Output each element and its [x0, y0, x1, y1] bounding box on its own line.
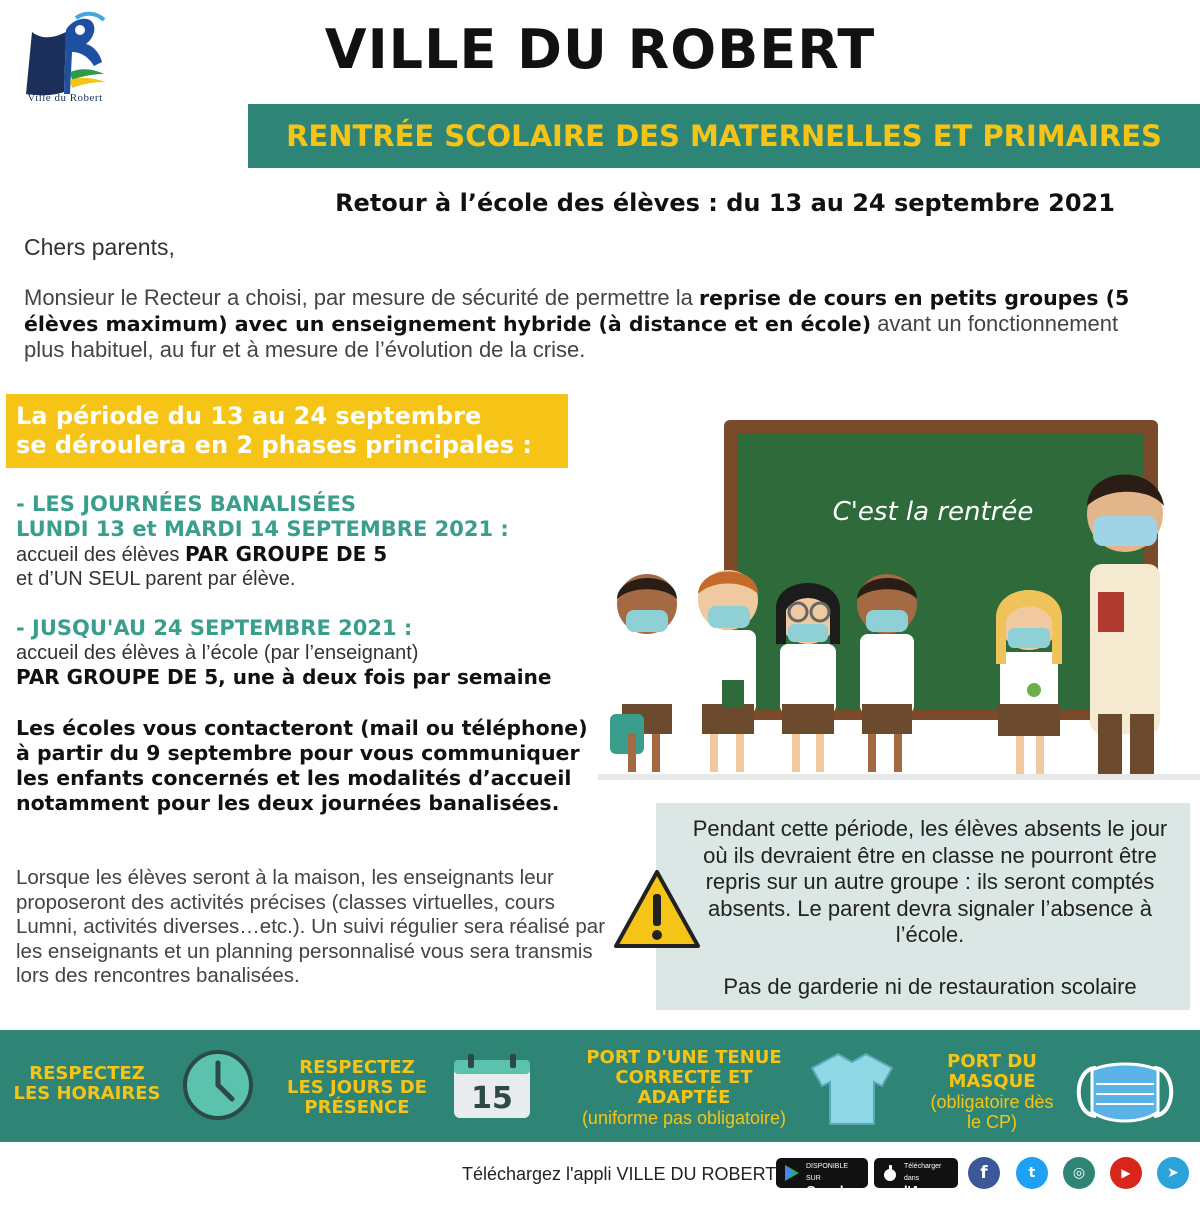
period-line-1: La période du 13 au 24 septembre [16, 402, 482, 430]
intro-paragraph [24, 285, 1144, 363]
telegram-icon[interactable]: ➤ [1157, 1157, 1189, 1189]
apple-icon [881, 1164, 899, 1182]
footer-item-dress-sub: (uniforme pas obligatoire) [581, 1108, 787, 1128]
facebook-icon[interactable]: f [968, 1157, 1000, 1189]
calendar-icon [452, 1052, 532, 1120]
phase-1-text-c: et d’UN SEUL parent par élève. [16, 568, 296, 590]
phase-1-text [16, 542, 596, 567]
intro-text-start: Monsieur le Recteur a choisi, par mesure de sécurité de permettre la [24, 285, 699, 310]
home-activities-text: Lorsque les élèves seront à la maison, les enseignants leur proposeront des activités précises (classes virtuelles, cours Lumni, activités diverses…etc.). Un suivi régulier sera réalisé par les enseignants et un planning personnalisé vous sera transmis lors des rencontres banalisées. [16, 866, 606, 987]
absence-info-text: Pendant cette période, les élèves absents le jour où ils devraient être en classe ne pourront être repris sur un autre groupe : ils seront comptés absents. Le parent devra signaler l’absence à l’école. [692, 816, 1168, 947]
subtitle-banner [248, 104, 1200, 168]
footer-item-dress: PORT D'UNE TENUE CORRECTE ET ADAPTÉE [586, 1047, 782, 1108]
footer-item-days: RESPECTEZ LES JOURS DE PRÉSENCE [287, 1057, 427, 1118]
youtube-icon[interactable]: ▶ [1110, 1157, 1142, 1189]
download-app-text: Téléchargez l'appli VILLE DU ROBERT [462, 1164, 777, 1184]
return-date-line: Retour à l’école des élèves : du 13 au 24 septembre 2021 [335, 189, 1115, 217]
phase-2-text-b [16, 665, 616, 690]
logo-caption: Ville du Robert [27, 92, 103, 104]
footer-item-mask: PORT DU MASQUE [947, 1051, 1037, 1092]
calendar-day-number: 15 [471, 1081, 513, 1116]
google-play-label: Google Play [806, 1183, 851, 1210]
tshirt-icon [810, 1050, 894, 1126]
phase-1-title-line-2: LUNDI 13 et MARDI 14 SEPTEMBRE 2021 : [16, 517, 509, 541]
google-play-icon [783, 1164, 801, 1182]
period-banner [6, 394, 568, 468]
phase-1-text-bold: PAR GROUPE DE 5 [184, 542, 388, 566]
period-line-2: se déroulera en 2 phases principales : [16, 431, 533, 459]
footer-item-hours: RESPECTEZ LES HORAIRES [13, 1063, 161, 1104]
warning-icon [612, 868, 702, 952]
intro-text-end: avant un fonctionnement plus habituel, au fur et à mesure de l’évolution de la crise. [24, 311, 1119, 362]
phase-1-section [16, 492, 596, 591]
phase-2-title: - JUSQU'AU 24 SEPTEMBRE 2021 : [16, 616, 413, 640]
app-store-label: l'App Store [904, 1183, 938, 1210]
kid-3 [776, 583, 840, 772]
instagram-icon[interactable]: ◎ [1063, 1157, 1095, 1189]
app-store-small: Télécharger dans [904, 1163, 942, 1182]
intro-text-bold: reprise de cours en petits groupes (5 élèves maximum) avec un enseignement hybride (à distance et en école) [24, 286, 1130, 336]
greeting: Chers parents, [24, 234, 175, 260]
kid-1 [610, 574, 677, 772]
phase-2-text-bold: PAR GROUPE DE 5, une à deux fois par semaine [16, 665, 552, 689]
classroom-illustration [598, 414, 1200, 794]
phase-1-title-line-1: - LES JOURNÉES BANALISÉES [16, 492, 356, 516]
google-play-button[interactable] [776, 1158, 868, 1210]
chalkboard-text: C'est la rentrée [832, 497, 1034, 527]
kid-5 [996, 590, 1062, 774]
mask-icon [1070, 1058, 1180, 1128]
phase-2-section [16, 616, 616, 690]
twitter-icon[interactable]: t [1016, 1157, 1048, 1189]
subtitle-text: RENTRÉE SCOLAIRE DES MATERNELLES ET PRIMAIRES [286, 119, 1162, 153]
page-title: VILLE DU ROBERT [324, 18, 876, 81]
kid-2 [698, 570, 758, 772]
teacher-figure [1087, 474, 1164, 774]
phase-2-text-a: accueil des élèves à l’école (par l’enseignant) [16, 642, 419, 664]
clock-icon [182, 1049, 254, 1121]
footer-item-mask-sub: (obligatoire dès le CP) [930, 1092, 1054, 1132]
google-play-small: DISPONIBLE SUR [806, 1163, 849, 1182]
app-store-button[interactable] [874, 1158, 958, 1210]
phase-1-text-a: accueil des élèves [16, 544, 185, 566]
no-canteen-text: Pas de garderie ni de restauration scolaire [723, 974, 1137, 999]
kid-4 [857, 574, 917, 772]
schools-contact-text: Les écoles vous contacteront (mail ou téléphone) à partir du 9 septembre pour vous communiquer les enfants concernés et les modalités d’accueil notamment pour les deux journées banalisées. [16, 716, 588, 815]
